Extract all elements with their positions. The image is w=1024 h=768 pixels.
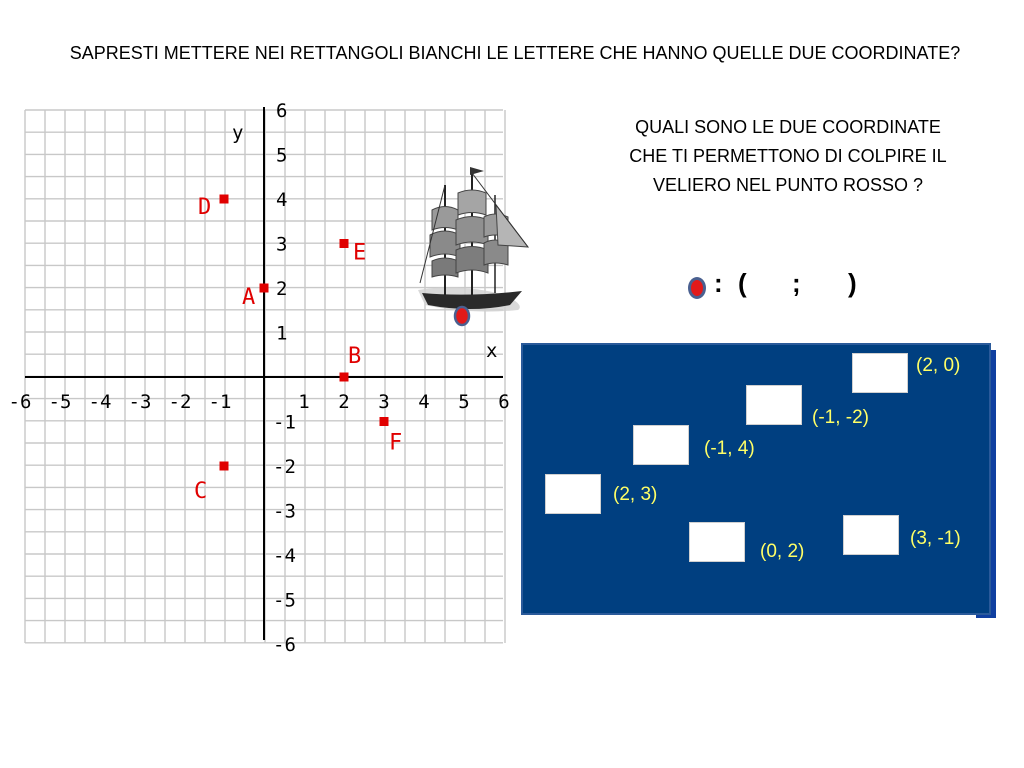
coord-label-5: (3, -1)	[910, 528, 961, 549]
answer-x-slot[interactable]	[754, 270, 788, 300]
y-tick-label: -1	[273, 411, 296, 434]
y-axis-label: y	[232, 122, 244, 144]
coordinate-plane	[0, 95, 530, 655]
y-tick-label: 1	[276, 322, 288, 345]
coord-label-3: (-1, 4)	[704, 438, 755, 459]
point-label-b: B	[348, 344, 362, 369]
axes	[25, 107, 503, 640]
answer-close-paren: )	[848, 268, 857, 298]
coord-label-1: (2, 0)	[916, 355, 961, 376]
y-tick-label: -3	[273, 500, 296, 523]
y-tick-label: 3	[276, 233, 288, 256]
coord-label-6: (0, 2)	[760, 541, 805, 562]
answer-box-5[interactable]	[843, 515, 899, 555]
y-tick-label: -4	[273, 545, 296, 567]
x-tick-label: 2	[338, 391, 350, 413]
red-target-dot-icon	[688, 277, 706, 299]
answer-box-3[interactable]	[633, 425, 689, 465]
answer-box-2[interactable]	[746, 385, 802, 425]
x-tick-label: 1	[298, 391, 310, 413]
x-tick-labels	[9, 391, 510, 413]
point-e	[340, 239, 349, 248]
answer-box-4[interactable]	[545, 474, 601, 514]
point-label-a: A	[242, 285, 256, 310]
x-tick-label: 3	[378, 391, 390, 413]
y-tick-label: 2	[276, 278, 288, 300]
point-c	[220, 462, 229, 471]
point-label-e: E	[353, 240, 367, 266]
coord-label-4: (2, 3)	[613, 484, 658, 505]
answer-panel	[521, 343, 991, 615]
point-label-d: D	[198, 195, 212, 220]
answer-open-paren: (	[738, 268, 747, 298]
instruction-title: SAPRESTI METTERE NEI RETTANGOLI BIANCHI LE LETTERE CHE HANNO QUELLE DUE COORDINATE?	[69, 43, 961, 63]
sailing-ship-icon	[418, 167, 528, 325]
point-a	[260, 284, 269, 293]
point-d	[220, 195, 229, 204]
ship-target-dot	[455, 307, 469, 325]
y-tick-label: 4	[276, 189, 288, 211]
coord-label-2: (-1, -2)	[812, 407, 869, 428]
point-label-c: C	[194, 479, 208, 504]
y-tick-label: -6	[273, 634, 296, 655]
answer-row	[686, 266, 886, 306]
x-tick-label: -6	[8, 391, 32, 413]
y-tick-label: 5	[276, 144, 288, 167]
answer-y-slot[interactable]	[808, 270, 842, 300]
ship-question: QUALI SONO LE DUE COORDINATE CHE TI PERMETTONO DI COLPIRE IL VELIERO NEL PUNTO ROSSO ?	[629, 117, 947, 195]
x-tick-label: -4	[88, 391, 112, 413]
x-axis-label: x	[486, 340, 498, 362]
y-tick-label: 6	[276, 100, 288, 122]
answer-box-1[interactable]	[852, 353, 908, 393]
answer-separator: ;	[792, 268, 801, 298]
answer-colon: :	[714, 268, 723, 298]
y-tick-label: -2	[273, 456, 296, 478]
x-tick-label: 5	[458, 391, 470, 413]
point-f	[380, 417, 389, 426]
x-tick-label: -2	[168, 391, 192, 413]
x-tick-label: -5	[48, 391, 72, 413]
x-tick-label: 4	[418, 391, 430, 413]
point-label-f: F	[389, 430, 403, 456]
x-tick-label: -3	[128, 391, 152, 413]
y-tick-label: -5	[273, 589, 296, 612]
point-b	[340, 373, 349, 382]
answer-box-6[interactable]	[689, 522, 745, 562]
x-tick-label: 6	[498, 391, 510, 413]
x-tick-label: -1	[208, 391, 232, 413]
